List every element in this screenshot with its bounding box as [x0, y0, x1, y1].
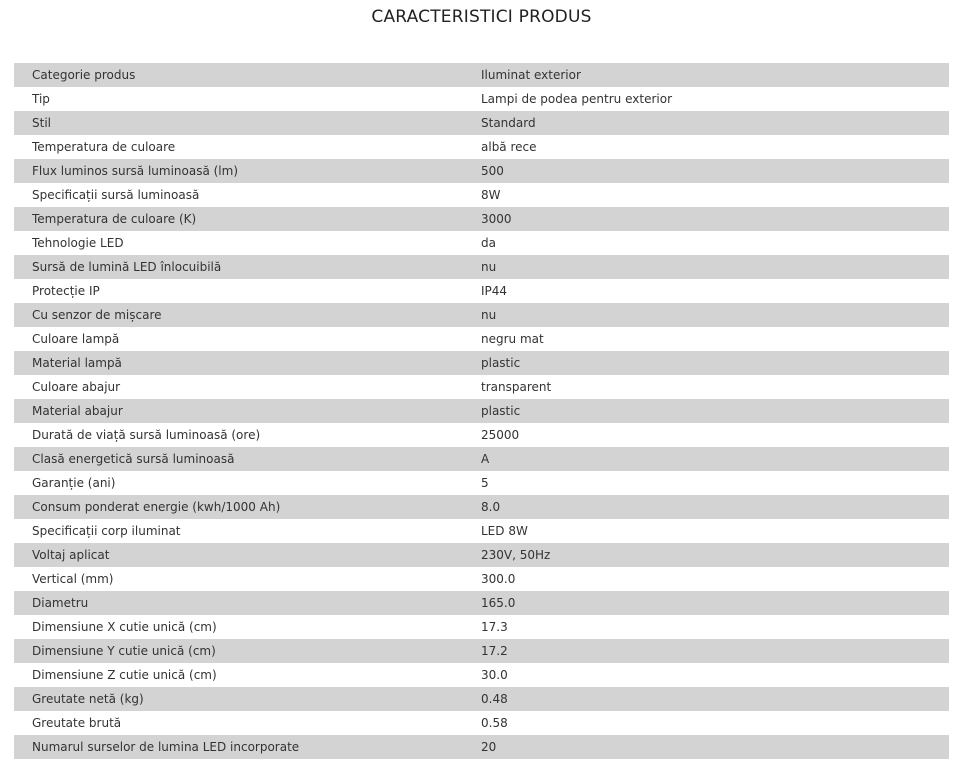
row-value: plastic	[481, 404, 521, 418]
row-label: Numarul surselor de lumina LED incorporate	[32, 740, 300, 754]
row-label: Tip	[32, 92, 50, 106]
row-label: Categorie produs	[32, 68, 136, 82]
table-row	[14, 423, 949, 447]
row-label: Tehnologie LED	[32, 236, 124, 250]
table-row	[14, 519, 949, 543]
row-label: Material abajur	[32, 404, 123, 418]
row-label: Material lampă	[32, 356, 122, 370]
table-row	[14, 159, 949, 183]
table-row	[14, 375, 949, 399]
row-label: Dimensiune Z cutie unică (cm)	[32, 668, 217, 682]
row-value: IP44	[481, 284, 508, 298]
table-row	[14, 135, 949, 159]
row-value: Lampi de podea pentru exterior	[481, 92, 673, 106]
row-value: negru mat	[481, 332, 544, 346]
page-title: CARACTERISTICI PRODUS	[371, 7, 592, 27]
table-row	[14, 687, 949, 711]
row-value: 17.3	[481, 620, 508, 634]
row-value: albă rece	[481, 140, 537, 154]
row-label: Temperatura de culoare	[32, 140, 176, 154]
row-label: Durată de viață sursă luminoasă (ore)	[32, 428, 261, 442]
table-row	[14, 231, 949, 255]
table-row	[14, 279, 949, 303]
table-row	[14, 735, 949, 759]
table-row	[14, 111, 949, 135]
row-label: Protecție IP	[32, 284, 100, 298]
table-row	[14, 711, 949, 735]
row-label: Culoare lampă	[32, 332, 120, 346]
row-value: 500	[481, 164, 504, 178]
row-label: Specificații corp iluminat	[32, 524, 181, 538]
table-row	[14, 327, 949, 351]
row-value: 25000	[481, 428, 520, 442]
row-label: Specificații sursă luminoasă	[32, 188, 200, 202]
table-row	[14, 543, 949, 567]
row-value: 300.0	[481, 572, 516, 586]
row-label: Dimensiune X cutie unică (cm)	[32, 620, 217, 634]
row-value: 0.58	[481, 716, 508, 730]
row-label: Greutate brută	[32, 716, 122, 730]
row-value: da	[481, 236, 496, 250]
row-value: 230V, 50Hz	[481, 548, 551, 562]
row-value: Standard	[481, 116, 536, 130]
row-label: Temperatura de culoare (K)	[32, 212, 197, 226]
table-row	[14, 303, 949, 327]
table-row	[14, 255, 949, 279]
table-row	[14, 567, 949, 591]
row-value: 20	[481, 740, 497, 754]
row-value: 17.2	[481, 644, 508, 658]
row-label: Voltaj aplicat	[32, 548, 110, 562]
table-row	[14, 351, 949, 375]
specifications-table	[14, 63, 949, 759]
row-value: A	[481, 452, 490, 466]
row-value: nu	[481, 260, 497, 274]
row-label: Flux luminos sursă luminoasă (lm)	[32, 164, 239, 178]
row-label: Vertical (mm)	[32, 572, 114, 586]
table-row	[14, 615, 949, 639]
row-value: nu	[481, 308, 497, 322]
table-row	[14, 639, 949, 663]
table-row	[14, 87, 949, 111]
table-row	[14, 591, 949, 615]
row-label: Garanție (ani)	[32, 476, 116, 490]
row-value: 5	[481, 476, 489, 490]
row-value: 8.0	[481, 500, 501, 514]
table-row	[14, 63, 949, 87]
row-value: 0.48	[481, 692, 508, 706]
row-label: Diametru	[32, 596, 89, 610]
row-value: 30.0	[481, 668, 508, 682]
row-label: Clasă energetică sursă luminoasă	[32, 452, 235, 466]
row-value: transparent	[481, 380, 552, 394]
table-row	[14, 207, 949, 231]
row-value: 8W	[481, 188, 501, 202]
row-label: Stil	[32, 116, 51, 130]
table-row	[14, 495, 949, 519]
table-row	[14, 663, 949, 687]
table-row	[14, 471, 949, 495]
table-row	[14, 183, 949, 207]
row-value: LED 8W	[481, 524, 528, 538]
row-label: Sursă de lumină LED înlocuibilă	[32, 260, 222, 274]
row-label: Dimensiune Y cutie unică (cm)	[32, 644, 216, 658]
row-value: 165.0	[481, 596, 516, 610]
row-label: Consum ponderat energie (kwh/1000 Ah)	[32, 500, 281, 514]
row-value: 3000	[481, 212, 512, 226]
table-row	[14, 399, 949, 423]
row-value: plastic	[481, 356, 521, 370]
row-label: Culoare abajur	[32, 380, 121, 394]
row-value: Iluminat exterior	[481, 68, 581, 82]
row-label: Cu senzor de mișcare	[32, 308, 162, 322]
row-label: Greutate netă (kg)	[32, 692, 144, 706]
table-row	[14, 447, 949, 471]
